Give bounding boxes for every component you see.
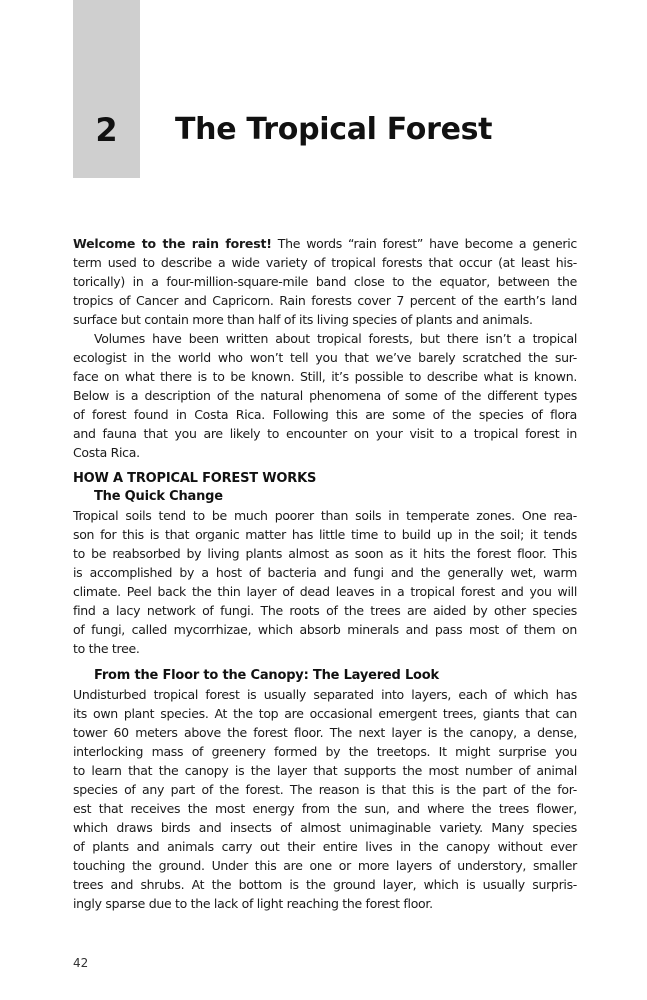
text-line: find a lacy network of fungi. The roots of the trees are aided by other species [73, 603, 577, 618]
text-line: to learn that the canopy is the layer that supports the most number of animal [73, 763, 577, 778]
text-line: ingly sparse due to the lack of light reaching the forest floor. [73, 896, 433, 911]
text-line: climate. Peel back the thin layer of dead leaves in a tropical forest and you will [73, 584, 577, 599]
page-number: 42 [73, 956, 89, 970]
text-line: species of any part of the forest. The reason is that this is the part of the for- [73, 782, 577, 797]
text-line: Below is a description of the natural phenomena of some of the different types [73, 388, 577, 403]
quick-change-paragraph [73, 506, 577, 658]
intro-paragraph-2 [73, 329, 577, 462]
text-line: touching the ground. Under this are one or more layers of understory, smaller [73, 858, 577, 873]
text-line: est that receives the most energy from the sun, and where the trees flower, [73, 801, 577, 816]
subsection-heading-layered-look: From the Floor to the Canopy: The Layered Look [94, 668, 439, 683]
text-line: and fauna that you are likely to encounter on your visit to a tropical forest in [73, 426, 577, 441]
intro-paragraph-1 [73, 234, 577, 329]
text-line: is accomplished by a host of bacteria and fungi and the generally wet, warm [73, 565, 577, 580]
text-line: Costa Rica. [73, 445, 140, 460]
text-line: to be reabsorbed by living plants almost as soon as it hits the forest floor. This [73, 546, 577, 561]
lead-phrase: Welcome to the rain forest! [73, 236, 272, 251]
text-line: to the tree. [73, 641, 140, 656]
text-line: of fungi, called mycorrhizae, which absorb minerals and pass most of them on [73, 622, 577, 637]
text-line: Volumes have been written about tropical forests, but there isn’t a tropical [94, 331, 577, 346]
chapter-number: 2 [95, 111, 118, 149]
text-line: interlocking mass of greenery formed by the treetops. It might surprise you [73, 744, 577, 759]
text-line: ecologist in the world who won’t tell you that we’ve barely scratched the sur- [73, 350, 577, 365]
chapter-title: The Tropical Forest [175, 112, 493, 147]
text-line: its own plant species. At the top are occasional emergent trees, giants that can [73, 706, 577, 721]
text-line: trees and shrubs. At the bottom is the ground layer, which is usually surpris- [73, 877, 577, 892]
text-line: which draws birds and insects of almost unimaginable variety. Many species [73, 820, 577, 835]
text-line: Tropical soils tend to be much poorer than soils in temperate zones. One rea- [73, 508, 577, 523]
text-line: son for this is that organic matter has little time to build up in the soil; it tends [73, 527, 577, 542]
text-line: Welcome to the rain forest! The words “rain forest” have become a generic [73, 236, 577, 251]
text-line: of plants and animals carry out their entire lives in the canopy without ever [73, 839, 577, 854]
text-line: surface but contain more than half of its living species of plants and animals. [73, 312, 533, 327]
text-line: tropics of Cancer and Capricorn. Rain forests cover 7 percent of the earth’s land [73, 293, 577, 308]
subsection-heading-quick-change: The Quick Change [94, 489, 223, 504]
text-line: term used to describe a wide variety of tropical forests that occur (at least his- [73, 255, 577, 270]
text-line: of forest found in Costa Rica. Following this are some of the species of flora [73, 407, 577, 422]
text-line: tower 60 meters above the forest floor. The next layer is the canopy, a dense, [73, 725, 577, 740]
text-line: face on what there is to be known. Still, it’s possible to describe what is known. [73, 369, 577, 384]
section-heading: HOW A TROPICAL FOREST WORKS [73, 471, 317, 486]
layered-look-paragraph [73, 685, 577, 913]
text-line: Undisturbed tropical forest is usually separated into layers, each of which has [73, 687, 577, 702]
text-line: torically) in a four-million-square-mile band close to the equator, between the [73, 274, 577, 289]
